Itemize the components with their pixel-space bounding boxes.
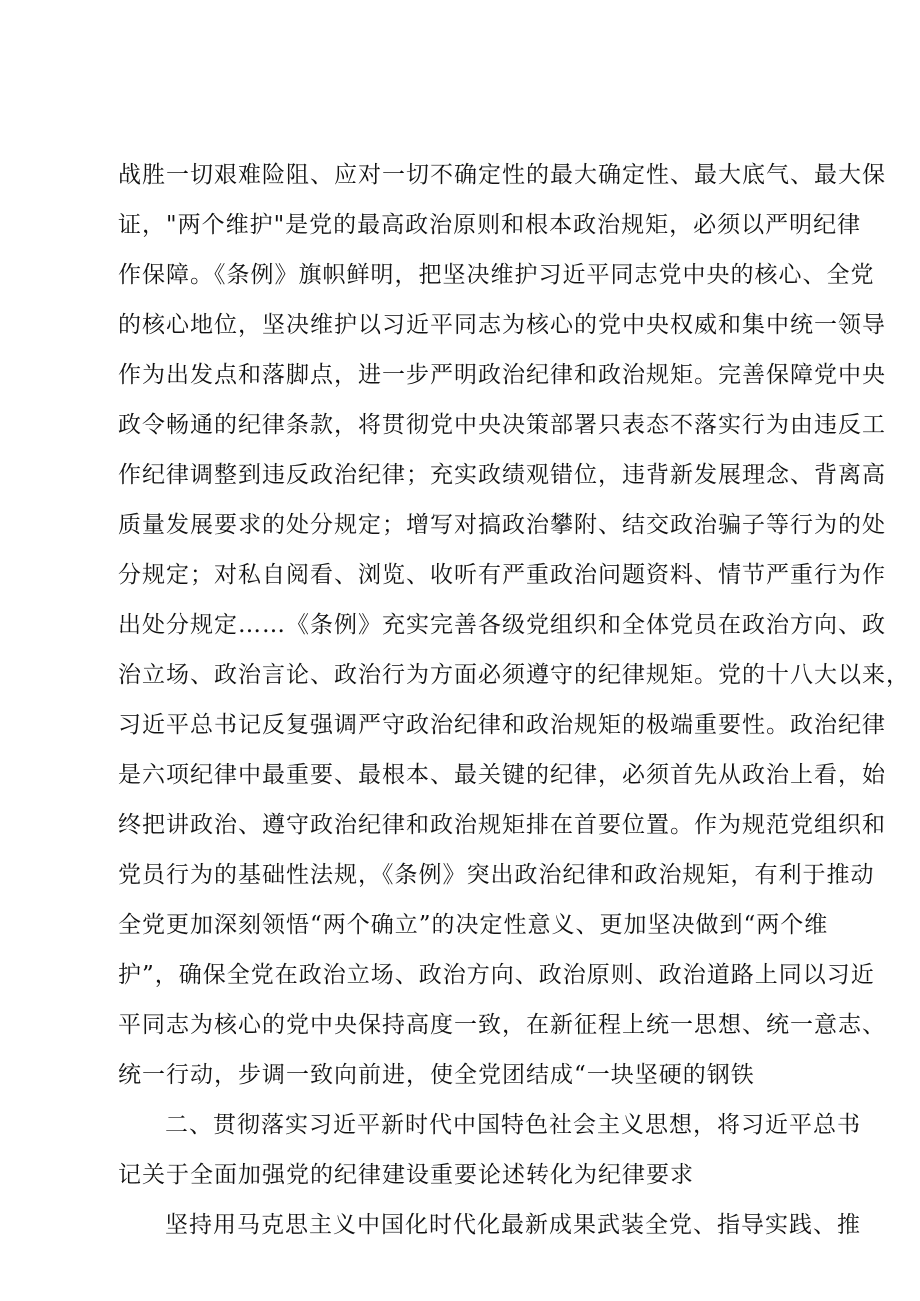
- paragraph-line-6: 政令畅通的纪律条款，将贯彻党中央决策部署只表态不落实行为由违反工: [118, 412, 886, 438]
- paragraph-line-8: 质量发展要求的处分规定；增写对搞政治攀附、结交政治骗子等行为的处: [118, 512, 886, 538]
- paragraph-line-18: 平同志为核心的党中央保持高度一致，在新征程上统一思想、统一意志、: [118, 1012, 886, 1038]
- paragraph-line-15: 党员行为的基础性法规，《条例》突出政治纪律和政治规矩，有利于推动: [118, 862, 875, 888]
- paragraph-line-13: 是六项纪律中最重要、最根本、最关键的纪律，必须首先从政治上看，始: [118, 762, 886, 788]
- paragraph-line-11: 治立场、政治言论、政治行为方面必须遵守的纪律规矩。党的十八大以来，: [118, 662, 910, 688]
- paragraph-line-1: 战胜一切艰难险阻、应对一切不确定性的最大确定性、最大底气、最大保: [118, 162, 886, 188]
- paragraph-line-19: 统一行动，步调一致向前进，使全党团结成“一块坚硬的钢铁: [118, 1062, 755, 1088]
- paragraph-line-2: 证，"两个维护"是党的最高政治原则和根本政治规矩，必须以严明纪律: [118, 212, 862, 238]
- paragraph-line-14: 终把讲政治、遵守政治纪律和政治规矩排在首要位置。作为规范党组织和: [118, 812, 886, 838]
- section-heading-line-2: 记关于全面加强党的纪律建设重要论述转化为纪律要求: [118, 1162, 694, 1188]
- paragraph-line-20: 坚持用马克思主义中国化时代化最新成果武装全党、指导实践、推: [165, 1212, 861, 1238]
- paragraph-line-5: 作为出发点和落脚点，进一步严明政治纪律和政治规矩。完善保障党中央: [118, 362, 886, 388]
- paragraph-line-12: 习近平总书记反复强调严守政治纪律和政治规矩的极端重要性。政治纪律: [118, 712, 886, 738]
- paragraph-line-3: 作保障。《条例》旗帜鲜明，把坚决维护习近平同志党中央的核心、全党: [118, 262, 875, 288]
- section-heading-line-1: 二、贯彻落实习近平新时代中国特色社会主义思想，将习近平总书: [165, 1112, 861, 1138]
- paragraph-line-16: 全党更加深刻领悟“两个确立”的决定性意义、更加坚决做到“两个维: [118, 912, 829, 938]
- paragraph-line-17: 护”，确保全党在政治立场、政治方向、政治原则、政治道路上同以习近: [118, 962, 875, 988]
- paragraph-line-10: 出处分规定……《条例》充实完善各级党组织和全体党员在政治方向、政: [118, 612, 886, 638]
- paragraph-line-9: 分规定；对私自阅看、浏览、收听有严重政治问题资料、情节严重行为作: [118, 562, 886, 588]
- paragraph-line-4: 的核心地位，坚决维护以习近平同志为核心的党中央权威和集中统一领导: [118, 312, 886, 338]
- paragraph-line-7: 作纪律调整到违反政治纪律；充实政绩观错位，违背新发展理念、背离高: [118, 462, 886, 488]
